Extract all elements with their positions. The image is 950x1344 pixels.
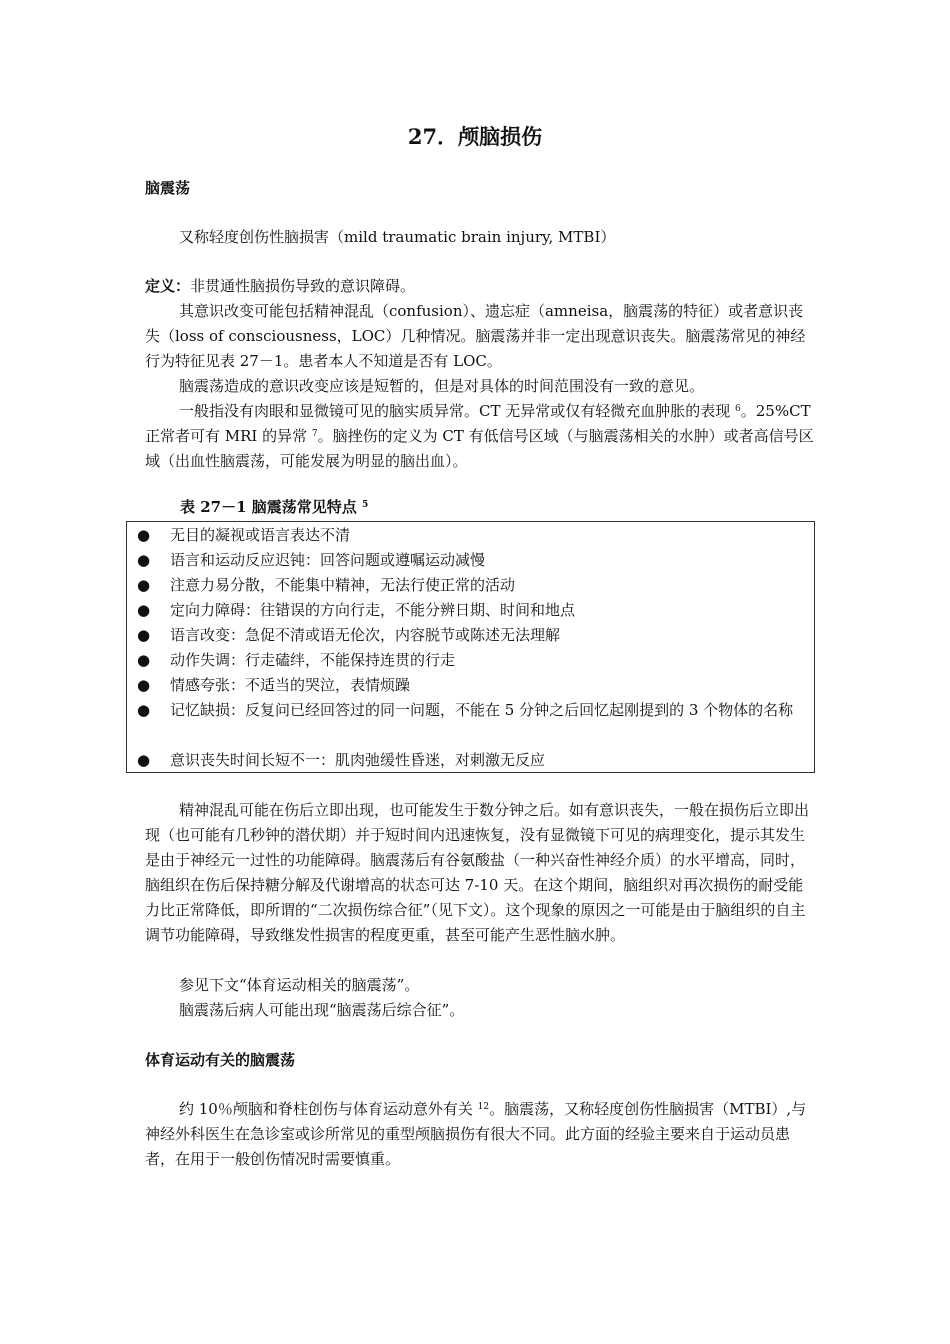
chapter-title: 27．颅脑损伤 [407,124,543,149]
consciousness-paragraph: 其意识改变可能包括精神混乱（confusion）、遗忘症（amneisa，脑震荡的特征）或者意识丧失（loss of consciousness，LOC）几种情况。脑震荡并非一定出现意识丧失。脑震荡常见的神经行为特征见表 27－1。患者本人不知道是否有 LOC。 [145,302,806,370]
table-caption-text: 表 27－1 脑震荡常见特点 [180,498,362,516]
imaging-text-b: 。25%CT 正常者可有 MRI 的异常 [145,402,811,445]
bullet-icon: ● [137,551,151,569]
list-item-text: 定向力障碍：往错误的方向行走，不能分辨日期、时间和地点 [170,601,576,619]
imaging-paragraph [145,399,815,474]
alt-name-paragraph: 又称轻度创伤性脑损害（mild traumatic brain injury, MTBI） [179,228,616,246]
sports-text-a: 约 10％颅脑和脊柱创伤与体育运动意外有关 [179,1100,478,1118]
see-also-paragraph: 参见下文“体育运动相关的脑震荡”。 [179,976,420,994]
list-item-text: 语言和运动反应迟钝：回答问题或遵嘱运动减慢 [170,551,486,569]
bullet-icon: ● [137,651,151,669]
list-item-text: 记忆缺损：反复问已经回答过的同一问题，不能在 5 分钟之后回忆起刚提到的 3 个物体的名称 [170,701,794,719]
imaging-text-c: 。脑挫伤的定义为 CT 有低信号区域（与脑震荡相关的水肿）或者高信号区域（出血性脑震荡，可能发展为明显的脑出血）。 [145,427,814,470]
section-heading-sports: 体育运动有关的脑震荡 [145,1051,296,1069]
post-concussion-paragraph: 脑震荡后病人可能出现“脑震荡后综合征”。 [179,1001,465,1019]
bullet-icon: ● [137,701,151,719]
list-item-text: 无目的凝视或语言表达不清 [170,526,351,544]
bullet-icon: ● [137,576,151,594]
list-item-text: 语言改变：急促不清或语无伦次，内容脱节或陈述无法理解 [170,626,561,644]
mechanism-paragraph: 精神混乱可能在伤后立即出现，也可能发生于数分钟之后。如有意识丧失，一般在损伤后立即出现（也可能有几秒钟的潜伏期）并于短时间内迅速恢复，没有显微镜下可见的病理变化，提示其发生是由于神经元一过性的功能障碍。脑震荡后有谷氨酸盐（一种兴奋性神经介质）的水平增高，同时，脑组织在伤后保持糖分解及代谢增高的状态可达 7-10 天。在这个期间，脑组织对再次损伤的耐受能力比正常降低，即所谓的“二次损伤综合征”（见下文）。这个现象的原因之一可能是由于脑组织的自主调节功能障碍，导致继发性损害的程度更重，甚至可能产生恶性脑水肿。 [145,801,810,944]
duration-paragraph: 脑震荡造成的意识改变应该是短暂的，但是对具体的时间范围没有一致的意见。 [179,377,705,395]
list-item-text: 注意力易分散，不能集中精神，无法行使正常的活动 [170,576,516,594]
bullet-icon: ● [137,676,151,694]
features-table [126,521,815,773]
imaging-text-a: 一般指没有肉眼和显微镜可见的脑实质异常。CT 无异常或仅有轻微充血肿胀的表现 [179,402,736,420]
sports-paragraph [145,1097,815,1172]
list-item-text: 意识丧失时间长短不一：肌肉弛缓性昏迷，对刺激无反应 [170,751,546,769]
list-item-text: 情感夸张：不适当的哭泣，表情烦躁 [170,676,411,694]
section-heading-concussion: 脑震荡 [145,179,191,197]
table-caption [180,496,368,517]
bullet-icon: ● [137,526,151,544]
reference-7: 7 [311,429,318,439]
sports-text-b: 。脑震荡，又称轻度创伤性脑损害（MTBI）,与神经外科医生在急诊室或诊所常见的重型颅脑损伤有很大不同。此方面的经验主要来自于运动员患者，在用于一般创伤情况时需要慎重。 [145,1100,807,1168]
definition-paragraph [145,274,815,299]
list-item-text: 动作失调：行走磕绊，不能保持连贯的行走 [170,651,456,669]
reference-12: 12 [477,1102,490,1112]
bullet-icon: ● [137,751,151,769]
bullet-icon: ● [137,601,151,619]
bullet-icon: ● [137,626,151,644]
definition-text: 非贯通性脑损伤导致的意识障碍。 [190,277,416,295]
reference-6: 6 [735,404,741,414]
reference-5: 5 [361,500,369,510]
definition-label: 定义： [145,277,191,295]
